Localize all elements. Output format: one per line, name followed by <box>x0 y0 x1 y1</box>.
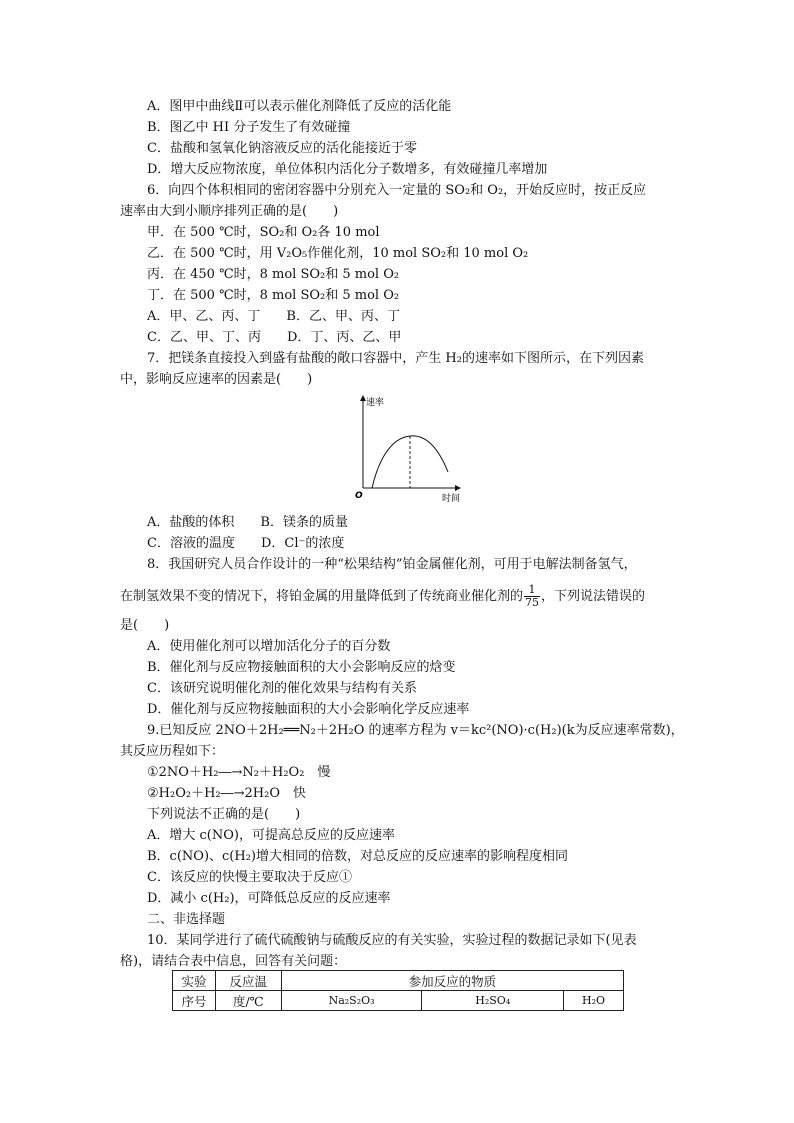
header-experiment-no-2: 序号 <box>173 991 216 1011</box>
q9-step-2: ②H₂O₂＋H₂―→2H₂O 快 <box>147 786 306 801</box>
q8-stem-line3: 是( ) <box>120 618 170 633</box>
rate-time-graph <box>350 392 475 508</box>
fraction-denominator: 75 <box>525 596 540 609</box>
q8-option-d: D．催化剂与反应物接触面积的大小会影响化学反应速率 <box>147 702 470 717</box>
q5-option-a: A．图甲中曲线Ⅱ可以表示催化剂降低了反应的活化能 <box>147 99 452 114</box>
q9-option-c: C．该反应的快慢主要取决于反应① <box>147 870 352 885</box>
q5-option-c: C．盐酸和氢氧化钠溶液反应的活化能接近于零 <box>147 141 417 156</box>
table-header-row-2 <box>173 991 624 1011</box>
q9-option-d: D．减小 c(H₂)，可降低总反应的反应速率 <box>147 891 391 906</box>
header-temperature-2: 度/℃ <box>215 991 281 1011</box>
q6-condition-jia: 甲．在 500 ℃时，SO₂和 O₂各 10 mol <box>147 225 380 240</box>
header-h2so4: H₂SO₄ <box>422 991 564 1011</box>
q6-condition-yi: 乙．在 500 ℃时，用 V₂O₅作催化剂，10 mol SO₂和 10 mol O₂ <box>147 246 529 261</box>
q7-stem-line2: 中，影响反应速率的因素是( ) <box>120 372 313 387</box>
q6-options-cd: C．乙、甲、丁、丙 D．丁、丙、乙、甲 <box>147 330 402 345</box>
fraction-numerator: 1 <box>524 584 540 597</box>
table-header-row-1 <box>173 971 624 991</box>
q8-stem-line2-a: 在制氢效果不变的情况下，将铂金属的用量降低到了传统商业催化剂的 <box>120 589 524 604</box>
q9-step-1: ①2NO＋H₂―→N₂＋H₂O₂ 慢 <box>147 765 331 780</box>
q7-options-cd: C．溶液的温度 D．Cl⁻的浓度 <box>147 536 345 551</box>
origin-label: O <box>355 491 363 501</box>
q9-question: 下列说法不正确的是( ) <box>147 807 301 822</box>
q10-stem-line1: 10．某同学进行了硫代硫酸钠与硫酸反应的有关实验，实验过程的数据记录如下(见表 <box>147 933 637 948</box>
q6-condition-ding: 丁．在 500 ℃时，8 mol SO₂和 5 mol O₂ <box>147 288 400 303</box>
q5-option-b: B．图乙中 HI 分子发生了有效碰撞 <box>147 120 351 135</box>
q6-condition-bing: 丙．在 450 ℃时，8 mol SO₂和 5 mol O₂ <box>147 267 400 282</box>
q8-option-a: A．使用催化剂可以增加活化分子的百分数 <box>147 639 391 654</box>
q6-options-ab: A．甲、乙、丙、丁 B．乙、甲、丙、丁 <box>147 309 400 324</box>
header-h2o: H₂O <box>564 991 624 1011</box>
header-experiment-no-1: 实验 <box>173 971 216 991</box>
q10-stem-line2: 格)，请结合表中信息，回答有关问题： <box>120 954 347 969</box>
q9-option-b: B．c(NO)、c(H₂)增大相同的倍数，对总反应的反应速率的影响程度相同 <box>147 849 568 864</box>
q5-option-d: D．增大反应物浓度，单位体积内活化分子数增多，有效碰撞几率增加 <box>147 162 548 177</box>
header-na2s2o3: Na₂S₂O₃ <box>281 991 422 1011</box>
q6-stem-line1: 6．向四个体积相同的密闭容器中分别充入一定量的 SO₂和 O₂，开始反应时，按正反应 <box>147 183 647 198</box>
q6-stem-line2: 速率由大到小顺序排列正确的是( ) <box>120 204 339 219</box>
q9-stem-line2: 其反应历程如下： <box>120 744 225 759</box>
q7-options-ab: A．盐酸的体积 B．镁条的质量 <box>147 515 348 530</box>
q8-option-c: C．该研究说明催化剂的催化效果与结构有关系 <box>147 681 417 696</box>
y-axis-label: 速率 <box>366 398 385 408</box>
q9-option-a: A．增大 c(NO)，可提高总反应的反应速率 <box>147 828 395 843</box>
header-temperature-1: 反应温 <box>215 971 281 991</box>
x-axis-label: 时间 <box>442 494 461 504</box>
header-reactants: 参加反应的物质 <box>281 971 623 991</box>
experiment-table <box>172 970 624 1011</box>
section-heading: 二、非选择题 <box>147 912 226 927</box>
q9-stem-line1: 9.已知反应 2NO＋2H₂══N₂＋2H₂O 的速率方程为 v＝kc²(NO)·c(H₂)(k为反应速率常数)， <box>147 723 684 738</box>
q7-stem-line1: 7．把镁条直接投入到盛有盐酸的敞口容器中，产生 H₂的速率如下图所示，在下列因素 <box>147 351 644 366</box>
fraction-1-75 <box>524 584 540 609</box>
q8-stem-line2 <box>120 582 645 612</box>
q8-stem-line2-b: ，下列说法错误的 <box>541 589 646 604</box>
q8-option-b: B．催化剂与反应物接触面积的大小会影响反应的焓变 <box>147 660 456 675</box>
q8-stem-line1: 8．我国研究人员合作设计的一种“松果结构”铂金属催化剂，可用于电解法制备氢气， <box>147 557 637 572</box>
